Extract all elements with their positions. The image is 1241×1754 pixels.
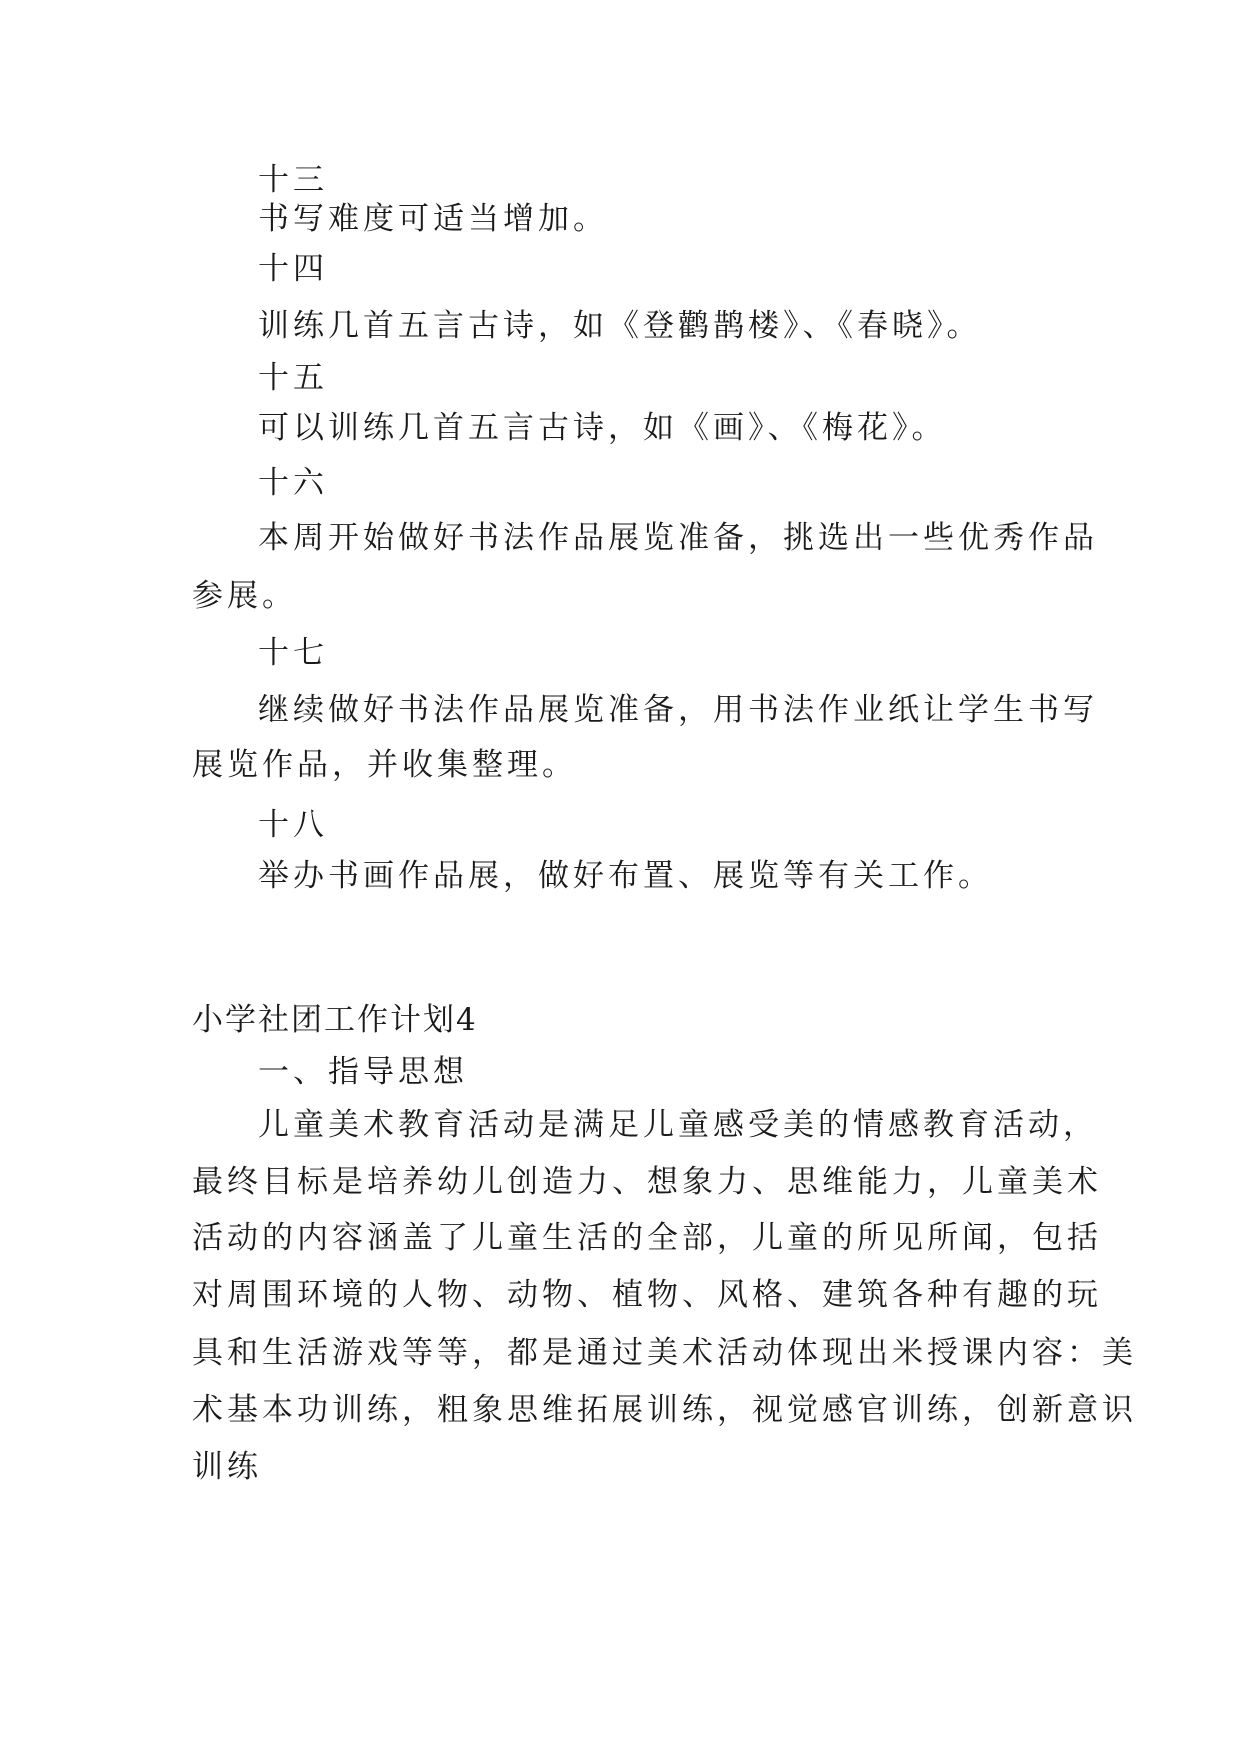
subsection-heading: 一、指导思想 (258, 1054, 468, 1090)
paragraph-line-6: 术基本功训练，粗象思维拓展训练，视觉感官训练，创新意识 (192, 1392, 1137, 1428)
paragraph-line-2: 最终目标是培养幼儿创造力、想象力、思维能力，儿童美术 (192, 1164, 1102, 1200)
week-17-text-line-1: 继续做好书法作品展览准备，用书法作业纸让学生书写 (258, 692, 1098, 728)
week-16-text-line-1: 本周开始做好书法作品展览准备，挑选出一些优秀作品 (258, 520, 1098, 556)
paragraph-line-7: 训练 (192, 1449, 262, 1485)
week-16-heading: 十六 (258, 465, 328, 501)
paragraph-line-4: 对周围环境的人物、动物、植物、风格、建筑各种有趣的玩 (192, 1277, 1102, 1313)
week-17-text-line-2: 展览作品，并收集整理。 (192, 747, 577, 783)
paragraph-line-1: 儿童美术教育活动是满足儿童感受美的情感教育活动， (258, 1107, 1098, 1143)
week-17-heading: 十七 (258, 635, 328, 671)
week-13-heading: 十三 (258, 162, 328, 198)
paragraph-line-3: 活动的内容涵盖了儿童生活的全部，儿童的所见所闻，包括 (192, 1220, 1102, 1256)
week-15-text: 可以训练几首五言古诗，如《画》、《梅花》。 (258, 410, 947, 446)
section-title: 小学社团工作计划4 (192, 1002, 478, 1038)
week-14-heading: 十四 (258, 251, 328, 287)
week-14-text: 训练几首五言古诗，如《登鹳鹊楼》、《春晓》。 (258, 308, 982, 344)
week-15-heading: 十五 (258, 360, 328, 396)
week-18-heading: 十八 (258, 807, 328, 843)
week-18-text: 举办书画作品展，做好布置、展览等有关工作。 (258, 858, 993, 894)
week-13-text: 书写难度可适当增加。 (258, 201, 608, 237)
week-16-text-line-2: 参展。 (192, 578, 297, 614)
paragraph-line-5: 具和生活游戏等等，都是通过美术活动体现出米授课内容：美 (192, 1335, 1137, 1371)
